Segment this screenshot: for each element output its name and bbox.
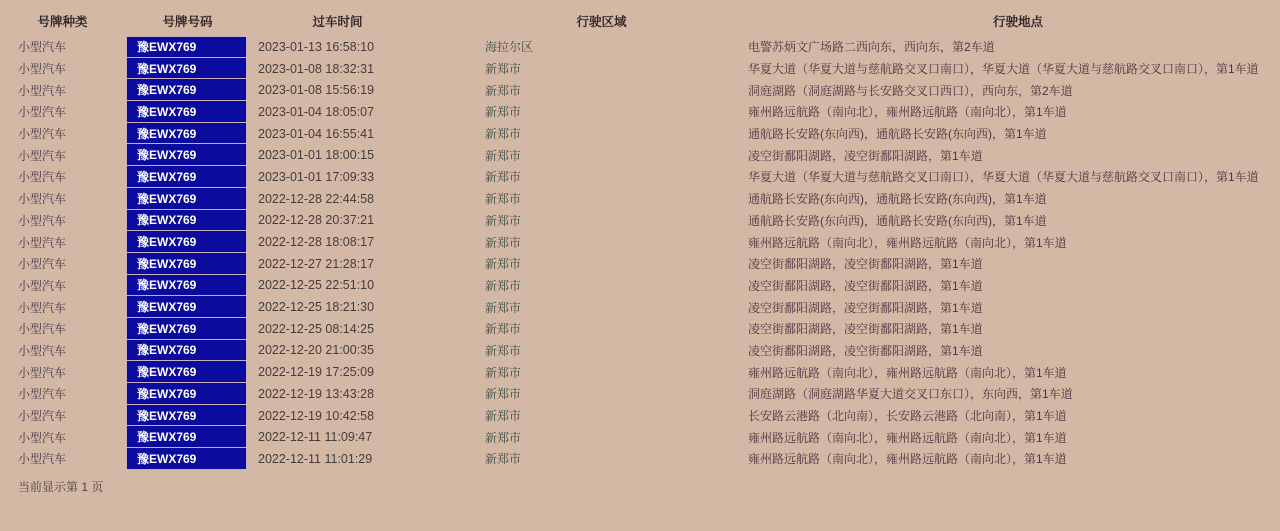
driving-location-cell: 雍州路远航路（南向北），雍州路远航路（南向北），第1车道 (748, 452, 1067, 467)
driving-area-cell: 新郑市 (485, 83, 522, 98)
plate-number-box[interactable]: 豫EWX769 (126, 448, 247, 470)
plate-type-cell: 小型汽车 (18, 322, 67, 337)
plate-number-cell (125, 101, 250, 123)
driving-area-cell: 海拉尔区 (485, 40, 534, 55)
plate-number-box[interactable]: 豫EWX769 (126, 253, 247, 275)
driving-location-cell: 华夏大道（华夏大道与慈航路交叉口南口），华夏大道（华夏大道与慈航路交叉口南口），第1车道 (748, 170, 1259, 185)
table-row (0, 79, 1280, 101)
table-row (0, 210, 1280, 232)
plate-type-cell: 小型汽车 (18, 343, 67, 358)
header-driving-area: 行驶区域 (576, 15, 627, 29)
plate-number-box[interactable]: 豫EWX769 (126, 296, 247, 318)
driving-location-cell: 长安路云港路（北向南），长安路云港路（北向南），第1车道 (748, 409, 1067, 424)
plate-number-cell (125, 123, 250, 145)
plate-number-cell (125, 405, 250, 427)
plate-number-box[interactable]: 豫EWX769 (126, 383, 247, 405)
table-body (0, 36, 1280, 470)
pass-time-cell: 2023-01-01 18:00:15 (258, 148, 375, 163)
plate-type-cell: 小型汽车 (18, 235, 67, 250)
pass-time-cell: 2023-01-13 16:58:10 (258, 39, 375, 54)
driving-area-cell: 新郑市 (485, 343, 522, 358)
driving-area-cell: 新郑市 (485, 235, 522, 250)
plate-number-cell (125, 36, 250, 58)
plate-type-cell: 小型汽车 (18, 192, 67, 207)
plate-number-box[interactable]: 豫EWX769 (126, 231, 247, 253)
table-row (0, 296, 1280, 318)
table-row (0, 166, 1280, 188)
plate-type-cell: 小型汽车 (18, 387, 67, 402)
pass-time-cell: 2022-12-25 22:51:10 (258, 278, 375, 293)
pass-time-cell: 2022-12-19 17:25:09 (258, 365, 375, 380)
plate-number-cell (125, 448, 250, 470)
driving-location-cell: 雍州路远航路（南向北），雍州路远航路（南向北），第1车道 (748, 430, 1067, 445)
plate-number-box[interactable]: 豫EWX769 (126, 123, 247, 145)
header-plate-type: 号牌种类 (37, 15, 88, 29)
plate-number-box[interactable]: 豫EWX769 (126, 79, 247, 101)
plate-type-cell: 小型汽车 (18, 409, 67, 424)
table-row (0, 144, 1280, 166)
plate-type-cell: 小型汽车 (18, 213, 67, 228)
driving-area-cell: 新郑市 (485, 409, 522, 424)
driving-area-cell: 新郑市 (485, 105, 522, 120)
table-row (0, 101, 1280, 123)
driving-location-cell: 雍州路远航路（南向北），雍州路远航路（南向北），第1车道 (748, 365, 1067, 380)
plate-number-cell (125, 210, 250, 232)
plate-number-cell (125, 340, 250, 362)
pass-time-cell: 2022-12-27 21:28:17 (258, 256, 375, 271)
pass-time-cell: 2022-12-28 20:37:21 (258, 213, 375, 228)
header-pass-time: 过车时间 (312, 15, 363, 29)
plate-number-box[interactable]: 豫EWX769 (126, 101, 247, 123)
plate-number-cell (125, 166, 250, 188)
plate-number-cell (125, 188, 250, 210)
driving-area-cell: 新郑市 (485, 170, 522, 185)
plate-number-cell (125, 253, 250, 275)
pass-time-cell: 2022-12-25 18:21:30 (258, 300, 375, 315)
table-row (0, 426, 1280, 448)
driving-area-cell: 新郑市 (485, 62, 522, 77)
plate-number-cell (125, 383, 250, 405)
plate-type-cell: 小型汽车 (18, 105, 67, 120)
driving-location-cell: 通航路长安路(东向西)，通航路长安路(东向西)，第1车道 (748, 213, 1047, 228)
plate-type-cell: 小型汽车 (18, 148, 67, 163)
plate-type-cell: 小型汽车 (18, 40, 67, 55)
plate-number-box[interactable]: 豫EWX769 (126, 361, 247, 383)
header-driving-location: 行驶地点 (992, 15, 1043, 29)
plate-type-cell: 小型汽车 (18, 300, 67, 315)
plate-number-box[interactable]: 豫EWX769 (126, 210, 247, 232)
driving-location-cell: 华夏大道（华夏大道与慈航路交叉口南口），华夏大道（华夏大道与慈航路交叉口南口），第1车道 (748, 62, 1259, 77)
plate-type-cell: 小型汽车 (18, 452, 67, 467)
plate-type-cell: 小型汽车 (18, 127, 67, 142)
plate-number-box[interactable]: 豫EWX769 (126, 188, 247, 210)
driving-location-cell: 凌空街鄱阳湖路，凌空街鄱阳湖路，第1车道 (748, 322, 983, 337)
table-row (0, 383, 1280, 405)
driving-location-cell: 凌空街鄱阳湖路，凌空街鄱阳湖路，第1车道 (748, 300, 983, 315)
plate-type-cell: 小型汽车 (18, 278, 67, 293)
table-row (0, 340, 1280, 362)
plate-number-box[interactable]: 豫EWX769 (126, 318, 247, 340)
pass-time-cell: 2022-12-25 08:14:25 (258, 321, 375, 336)
pass-time-cell: 2022-12-19 13:43:28 (258, 386, 375, 401)
plate-number-cell (125, 58, 250, 80)
driving-area-cell: 新郑市 (485, 127, 522, 142)
driving-location-cell: 凌空街鄱阳湖路，凌空街鄱阳湖路，第1车道 (748, 278, 983, 293)
plate-type-cell: 小型汽车 (18, 62, 67, 77)
plate-number-box[interactable]: 豫EWX769 (126, 340, 247, 362)
table-row (0, 275, 1280, 297)
pass-time-cell: 2023-01-08 15:56:19 (258, 83, 375, 98)
table-row (0, 123, 1280, 145)
table-row (0, 58, 1280, 80)
table-row (0, 448, 1280, 470)
driving-area-cell: 新郑市 (485, 452, 522, 467)
table-row (0, 405, 1280, 427)
driving-area-cell: 新郑市 (485, 322, 522, 337)
driving-area-cell: 新郑市 (485, 213, 522, 228)
table-header (0, 0, 1280, 36)
driving-location-cell: 洞庭湖路（洞庭湖路与长安路交叉口西口），西向东，第2车道 (748, 83, 1073, 98)
plate-number-box[interactable]: 豫EWX769 (126, 275, 247, 297)
plate-number-cell (125, 296, 250, 318)
driving-location-cell: 电警苏炳文广场路二西向东，西向东，第2车道 (748, 40, 995, 55)
plate-type-cell: 小型汽车 (18, 365, 67, 380)
plate-number-cell (125, 318, 250, 340)
plate-number-cell (125, 275, 250, 297)
driving-location-cell: 通航路长安路(东向西)，通航路长安路(东向西)，第1车道 (748, 192, 1047, 207)
pass-time-cell: 2023-01-04 16:55:41 (258, 126, 375, 141)
plate-number-box[interactable]: 豫EWX769 (126, 405, 247, 427)
driving-area-cell: 新郑市 (485, 365, 522, 380)
plate-type-cell: 小型汽车 (18, 430, 67, 445)
plate-number-cell (125, 79, 250, 101)
plate-type-cell: 小型汽车 (18, 170, 67, 185)
plate-number-cell (125, 231, 250, 253)
driving-area-cell: 新郑市 (485, 387, 522, 402)
plate-number-box[interactable]: 豫EWX769 (126, 166, 247, 188)
pass-time-cell: 2023-01-08 18:32:31 (258, 61, 375, 76)
driving-area-cell: 新郑市 (485, 148, 522, 163)
pass-time-cell: 2022-12-19 10:42:58 (258, 408, 375, 423)
driving-area-cell: 新郑市 (485, 278, 522, 293)
driving-location-cell: 通航路长安路(东向西)，通航路长安路(东向西)，第1车道 (748, 127, 1047, 142)
driving-area-cell: 新郑市 (485, 300, 522, 315)
driving-location-cell: 雍州路远航路（南向北），雍州路远航路（南向北），第1车道 (748, 105, 1067, 120)
plate-number-box[interactable]: 豫EWX769 (126, 36, 247, 58)
plate-number-cell (125, 361, 250, 383)
table-row (0, 231, 1280, 253)
plate-number-box[interactable]: 豫EWX769 (126, 58, 247, 80)
pass-time-cell: 2023-01-04 18:05:07 (258, 104, 375, 119)
pass-time-cell: 2022-12-20 21:00:35 (258, 343, 375, 358)
driving-location-cell: 凌空街鄱阳湖路，凌空街鄱阳湖路，第1车道 (748, 343, 983, 358)
page-indicator: 当前显示第 1 页 (18, 479, 104, 494)
driving-area-cell: 新郑市 (485, 430, 522, 445)
plate-number-cell (125, 426, 250, 448)
pass-time-cell: 2022-12-28 22:44:58 (258, 191, 375, 206)
plate-number-box[interactable]: 豫EWX769 (126, 426, 247, 448)
table-row (0, 188, 1280, 210)
table-row (0, 318, 1280, 340)
plate-number-box[interactable]: 豫EWX769 (126, 144, 247, 166)
pass-time-cell: 2022-12-28 18:08:17 (258, 235, 375, 250)
driving-location-cell: 凌空街鄱阳湖路，凌空街鄱阳湖路，第1车道 (748, 257, 983, 272)
plate-type-cell: 小型汽车 (18, 83, 67, 98)
table-row (0, 36, 1280, 58)
driving-location-cell: 洞庭湖路（洞庭湖路华夏大道交叉口东口），东向西，第1车道 (748, 387, 1073, 402)
table-row (0, 361, 1280, 383)
plate-type-cell: 小型汽车 (18, 257, 67, 272)
pass-time-cell: 2022-12-11 11:01:29 (258, 451, 373, 466)
driving-area-cell: 新郑市 (485, 192, 522, 207)
driving-area-cell: 新郑市 (485, 257, 522, 272)
plate-number-cell (125, 144, 250, 166)
driving-location-cell: 雍州路远航路（南向北），雍州路远航路（南向北），第1车道 (748, 235, 1067, 250)
header-plate-number: 号牌号码 (162, 15, 213, 29)
pass-time-cell: 2022-12-11 11:09:47 (258, 430, 373, 445)
table-row (0, 253, 1280, 275)
driving-location-cell: 凌空街鄱阳湖路，凌空街鄱阳湖路，第1车道 (748, 148, 983, 163)
pass-time-cell: 2023-01-01 17:09:33 (258, 169, 375, 184)
